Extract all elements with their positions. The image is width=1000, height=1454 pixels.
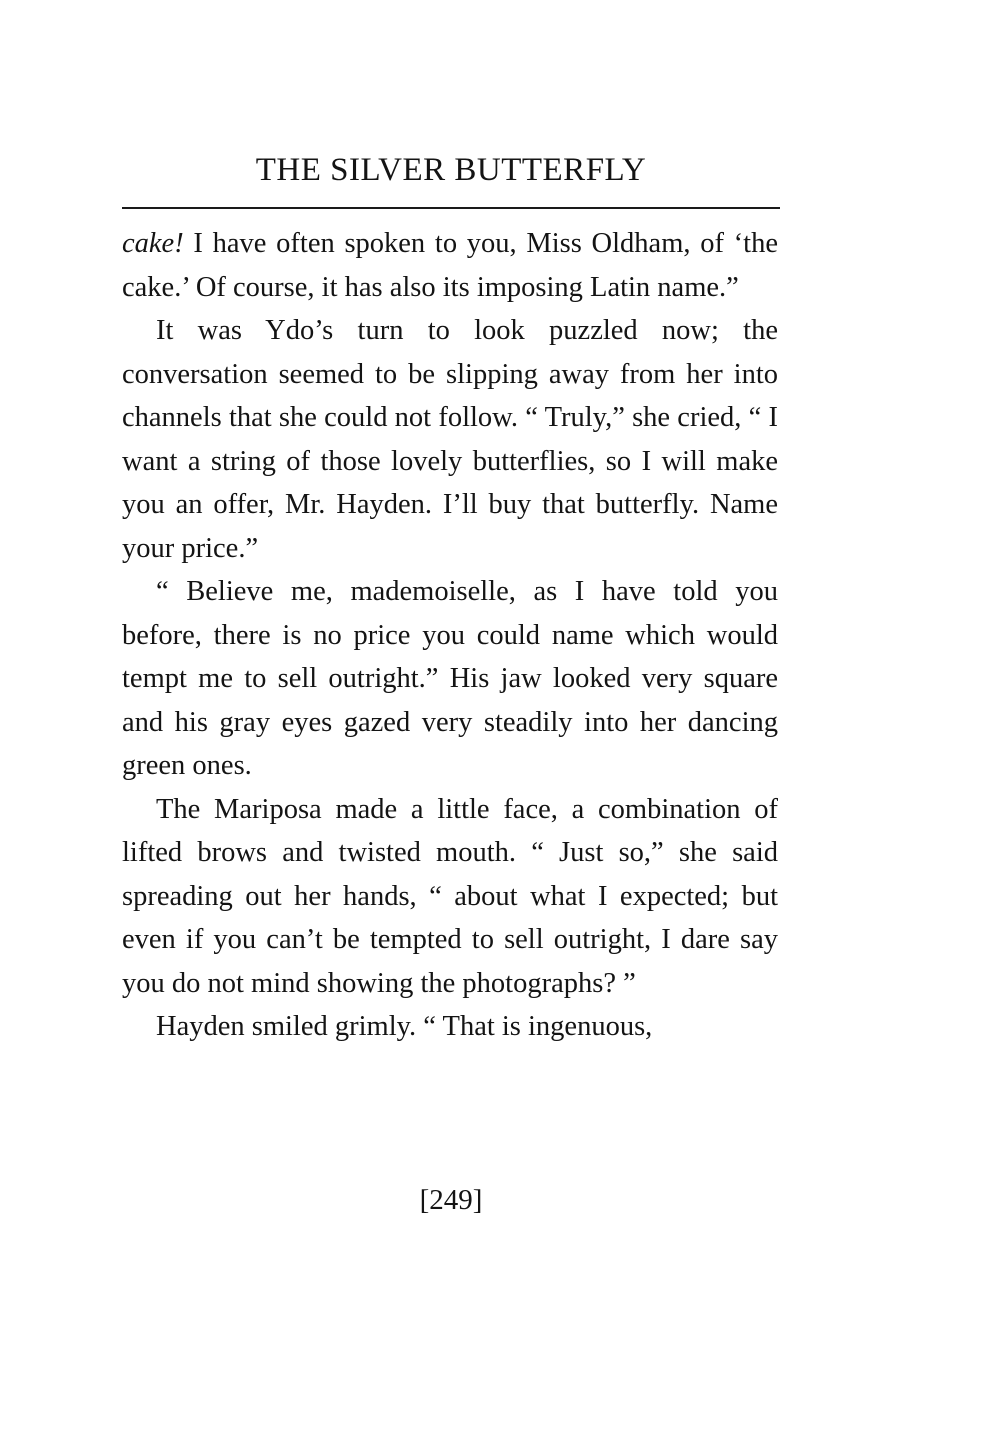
body-text: [122, 222, 778, 1049]
paragraph: The Mariposa made a little face, a combination of lifted brows and twisted mouth. “ Just so,” she said spreading out her hands, “ about what I expected; but even if you can’t be tempted to sell outright, I dare say you do not mind showing the photographs? ”: [122, 793, 778, 999]
paragraph-continued: [122, 222, 778, 309]
header-rule: [122, 207, 780, 209]
paragraph-text: I have often spoken to you, Miss Oldham, of ‘the cake.’ Of course, it has also its imposing Latin name.”: [122, 228, 778, 303]
page-number: [249]: [419, 1184, 483, 1216]
paragraph: It was Ydo’s turn to look puzzled now; the conversation seemed to be slipping away from her into channels that she could not follow. “ Truly,” she cried, “ I want a string of those lovely butterflies, so I will make you an offer, Mr. Hayden. I’ll buy that butterfly. Name your price.”: [122, 315, 778, 564]
paragraph-last-line: Hayden smiled grimly. “ That is ingenuous,: [156, 1011, 653, 1042]
italic-lead-word: cake!: [122, 228, 184, 259]
running-title: THE SILVER BUTTERFLY: [255, 152, 647, 188]
paragraph: “ Believe me, mademoiselle, as I have told you before, there is no price you could name which would tempt me to sell outright.” His jaw looked very square and his gray eyes gazed very steadily into her dancing green ones.: [122, 576, 778, 781]
